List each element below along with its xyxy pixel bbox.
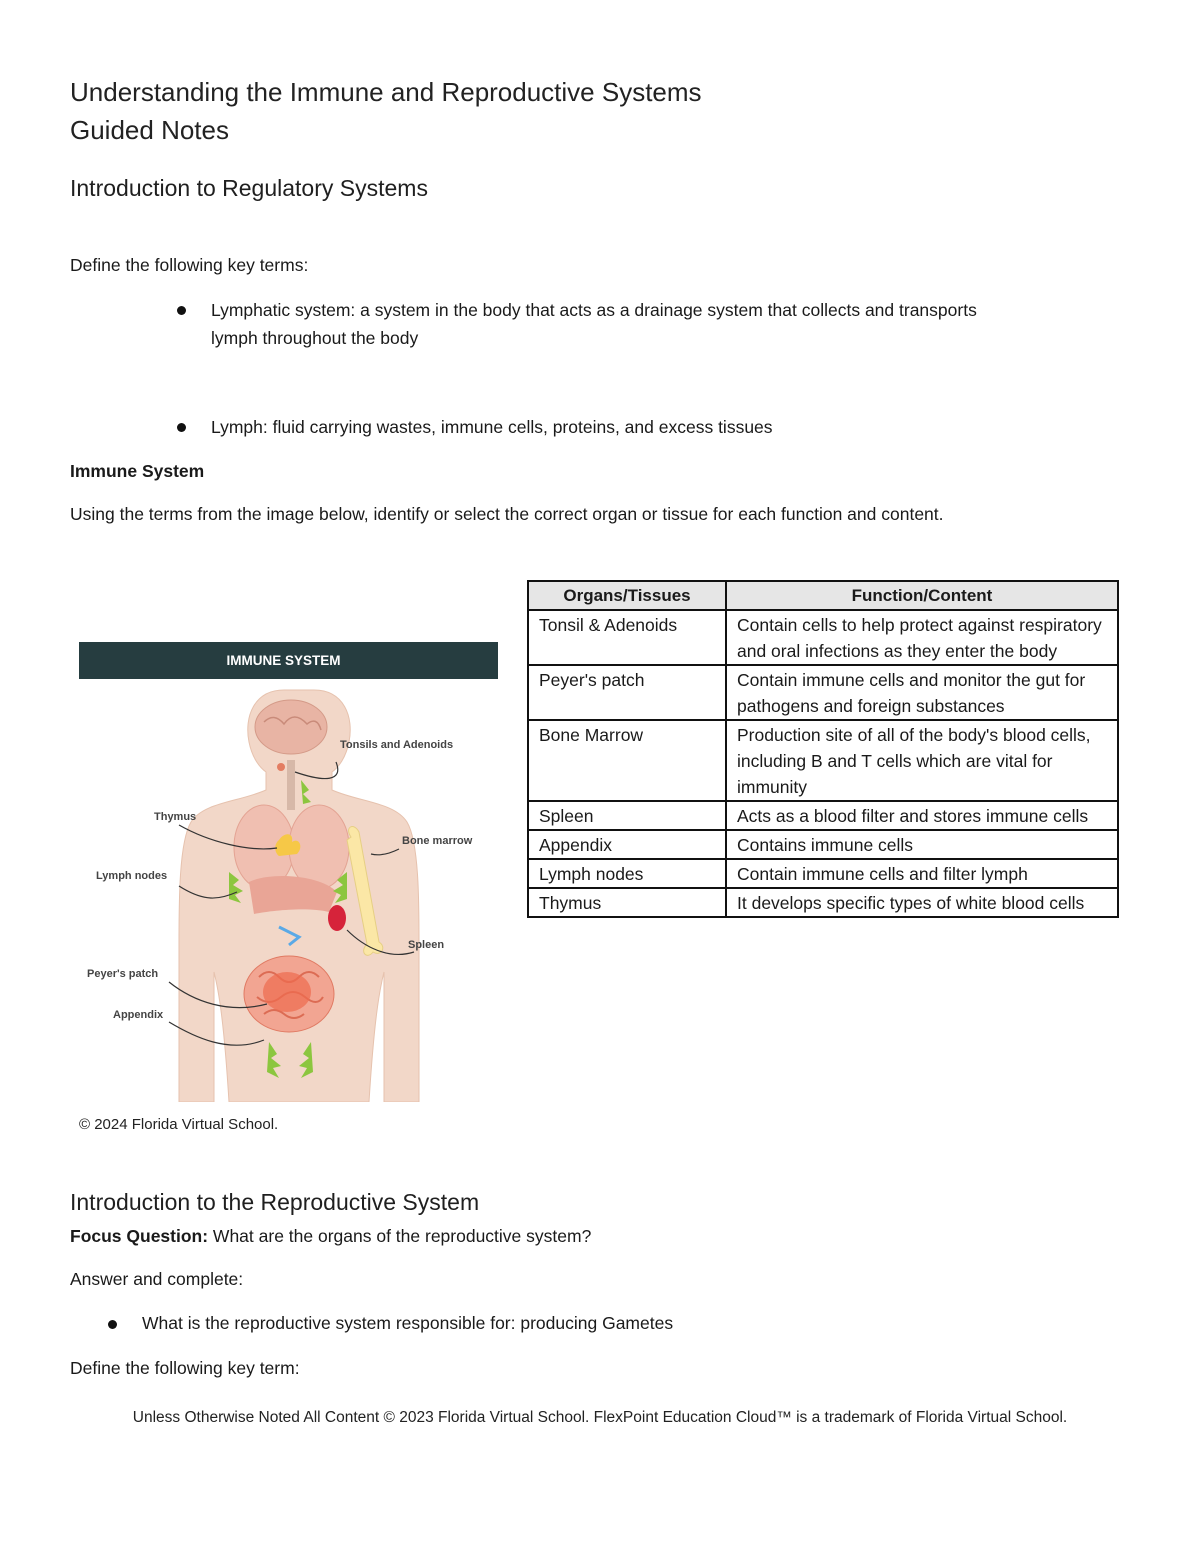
term-lymphatic-system [211,296,977,352]
answer-prompt: Answer and complete: [70,1269,244,1289]
table-row [528,665,1118,720]
label-spleen: Spleen [408,939,445,951]
table-row [528,801,1118,830]
label-thymus: Thymus [154,811,197,823]
function-cell: Contains immune cells [726,830,1118,859]
function-cell: It develops specific types of white blood cells [726,888,1118,917]
term-lymph [211,413,773,441]
header-function: Function/Content [726,581,1118,610]
reproductive-bullet: What is the reproductive system responsible for: producing Gametes [142,1313,674,1333]
table-row [528,859,1118,888]
section-heading-immune: Immune System [70,461,205,481]
label-peyers-patch: Peyer's patch [87,968,159,980]
figure-caption: © 2024 Florida Virtual School. [79,1116,279,1133]
term-line: Lymphatic system: a system in the body that acts as a drainage system that collects and transports [211,300,977,320]
section-heading-regulatory: Introduction to Regulatory Systems [70,175,428,201]
section-heading-reproductive: Introduction to the Reproductive System [70,1189,480,1215]
organ-cell: Spleen [528,801,726,830]
term-line: Lymph: fluid carrying wastes, immune cells, proteins, and excess tissues [211,417,773,437]
function-cell: Acts as a blood filter and stores immune cells [726,801,1118,830]
define-key-term-prompt: Define the following key term: [70,1358,300,1378]
header-organs: Organs/Tissues [528,581,726,610]
term-line: lymph throughout the body [211,328,419,348]
bullet-dot [108,1320,117,1329]
doc-subtitle: Guided Notes [70,115,229,145]
define-prompt: Define the following key terms: [70,255,309,275]
function-cell: Production site of all of the body's blood cells, including B and T cells which are vital for immunity [726,720,1118,801]
bullet-dot [177,423,186,432]
label-appendix: Appendix [113,1009,164,1021]
function-cell: Contain immune cells and monitor the gut for pathogens and foreign substances [726,665,1118,720]
footer-copyright: Unless Otherwise Noted All Content © 2023 Florida Virtual School. FlexPoint Education Cloud™ is a trademark of Florida Virtual School. [132,1409,1068,1426]
function-cell: Contain cells to help protect against respiratory and oral infections as they enter the body [726,610,1118,665]
function-cell: Contain immune cells and filter lymph [726,859,1118,888]
focus-question [70,1226,591,1247]
label-lymph-nodes: Lymph nodes [96,870,168,882]
organ-cell: Tonsil & Adenoids [528,610,726,665]
table-row [528,720,1118,801]
organ-cell: Appendix [528,830,726,859]
organ-cell: Lymph nodes [528,859,726,888]
organ-cell: Thymus [528,888,726,917]
label-tonsils: Tonsils and Adenoids [340,739,454,751]
table-row [528,610,1118,665]
figure-header: IMMUNE SYSTEM [79,642,498,679]
table-row [528,888,1118,917]
organ-function-table [527,580,1119,918]
organ-cell: Bone Marrow [528,720,726,801]
doc-title: Understanding the Immune and Reproductive Systems [70,77,702,107]
label-bone-marrow: Bone marrow [402,835,473,847]
table-header-row [528,581,1118,610]
bullet-dot [177,306,186,315]
immune-system-figure [79,642,499,1102]
immune-instruction: Using the terms from the image below, identify or select the correct organ or tissue for each function and content. [70,504,944,524]
table-row [528,830,1118,859]
organ-cell: Peyer's patch [528,665,726,720]
focus-text: What are the organs of the reproductive system? [208,1226,592,1246]
focus-label: Focus Question: [70,1226,209,1246]
